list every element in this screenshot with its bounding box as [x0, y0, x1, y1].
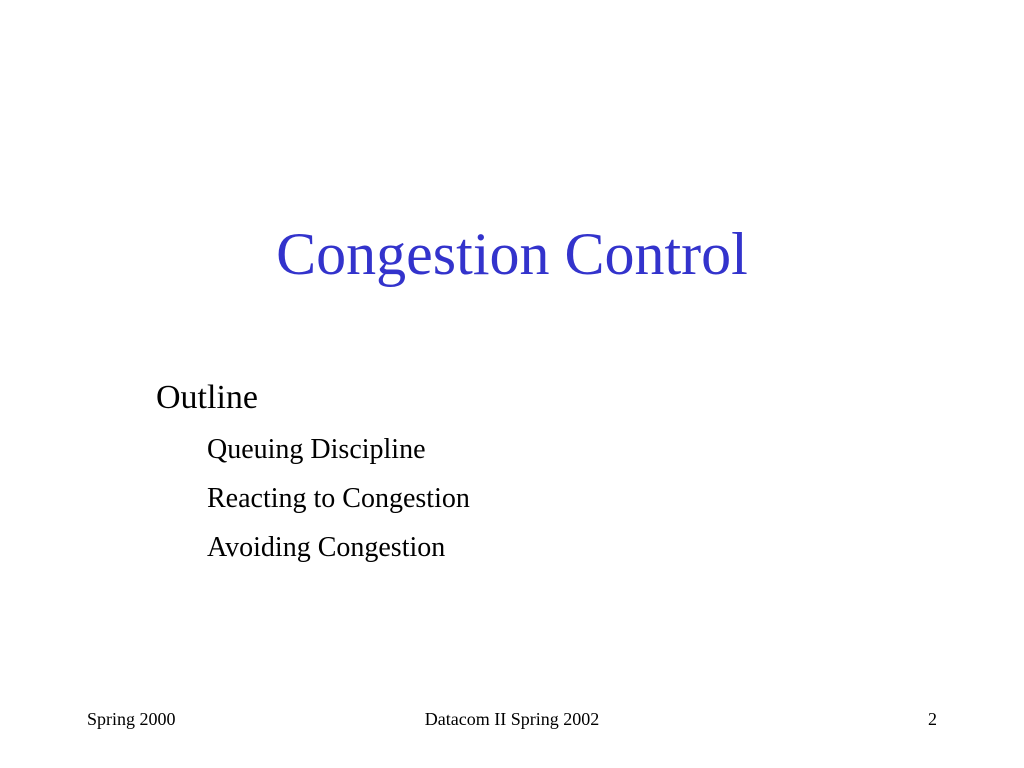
outline-list: [207, 432, 470, 579]
footer-left-text: Spring 2000: [87, 709, 176, 729]
outline-item-reacting-to-congestion: Reacting to Congestion: [207, 483, 470, 514]
outline-item-avoiding-congestion: Avoiding Congestion: [207, 532, 446, 563]
page-number: 2: [928, 709, 937, 729]
outline-heading: Outline: [156, 379, 258, 416]
footer-center-text: Datacom II Spring 2002: [424, 709, 600, 729]
outline-item-queuing-discipline: Queuing Discipline: [207, 434, 426, 465]
slide-title: Congestion Control: [276, 221, 748, 287]
